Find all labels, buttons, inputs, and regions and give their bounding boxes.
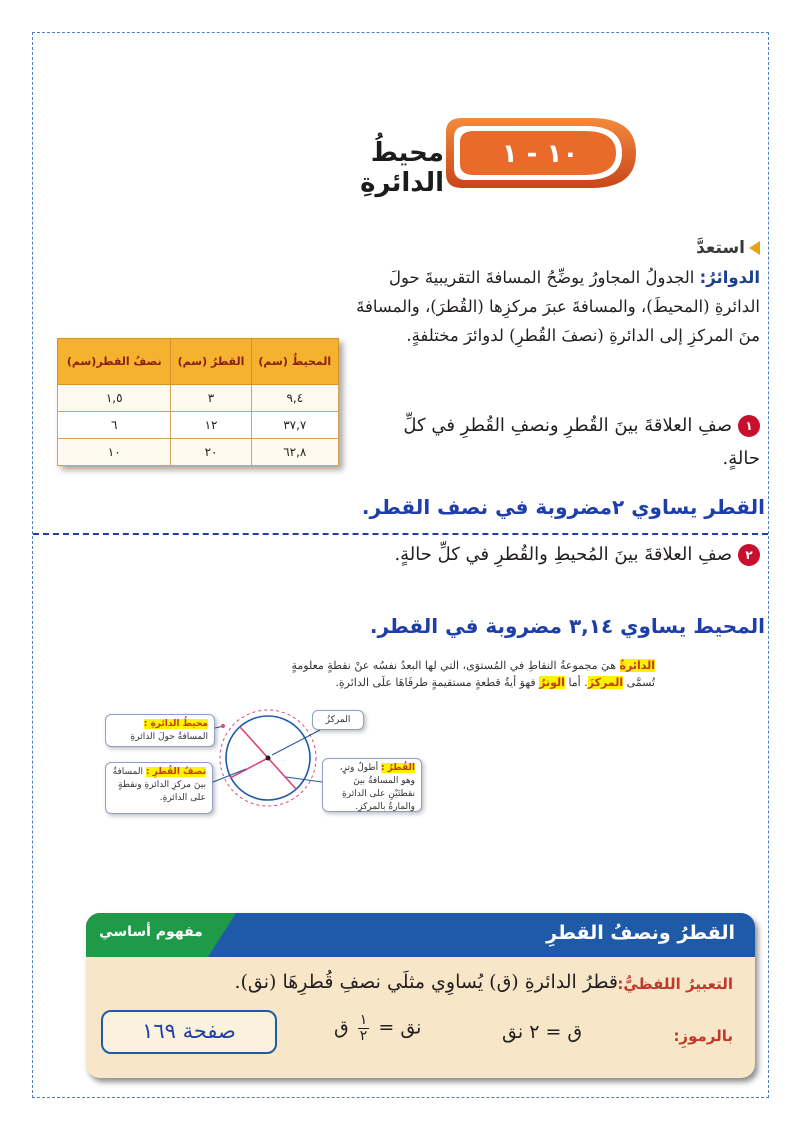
page-reference: صفحة ١٦٩ bbox=[101, 1010, 277, 1054]
explore-heading-text: استعدَّ bbox=[696, 238, 745, 258]
table-cell: ١,٥ bbox=[58, 385, 171, 412]
table-row bbox=[58, 385, 339, 412]
label-radius bbox=[105, 762, 213, 814]
radius-term: نصفُ القُطرِ : bbox=[145, 767, 206, 777]
question-text: صفِ العلاقةَ بينَ القُطرِ ونصفِ القُطرِ في كلِّ حالةٍ. bbox=[403, 415, 760, 469]
answer-2: المحيط يساوي ٣,١٤ مضروبة في القطر. bbox=[369, 614, 765, 638]
table-cell: ٩,٤ bbox=[251, 385, 338, 412]
fraction-denominator: ٢ bbox=[359, 1028, 368, 1044]
circumference-desc: المسافةُ حولَ الدائرةِ bbox=[130, 732, 208, 742]
fraction-one-half bbox=[358, 1013, 370, 1044]
question-text: صفِ العلاقةَ بينَ المُحيطِ والقُطرِ في كلِّ حالةٍ. bbox=[394, 544, 732, 565]
table-header-row bbox=[58, 339, 339, 385]
table-cell: ٣ bbox=[171, 385, 251, 412]
symbol-formula-2 bbox=[334, 1013, 421, 1044]
concept-tag: مفهوم أساسي bbox=[99, 924, 203, 940]
table-row bbox=[58, 439, 339, 466]
diameter-desc: أطولُ وترٍ، وهو المسافةُ بينَ نقطتَيْنِ على الدائرةِ والمارةُ بالمركزِ. bbox=[339, 763, 415, 812]
marker-dot bbox=[221, 724, 225, 728]
label-center: المركزُ bbox=[312, 710, 364, 730]
key-concept-box bbox=[86, 913, 755, 1078]
lesson-title: محيطُ الدائرةِ bbox=[360, 138, 444, 198]
definition-line-2c: فهوَ أيةُ قطعةٍ مستقيمةٍ طرفَاهَا علَى الدائرةِ. bbox=[335, 676, 536, 689]
explore-heading bbox=[520, 238, 760, 258]
table-header-diameter: القطرُ (سم) bbox=[171, 339, 251, 385]
formula-rhs: ق bbox=[334, 1016, 349, 1039]
chord-term: الوترُ bbox=[539, 676, 565, 689]
symbol-formula-1: ق = ٢ نق bbox=[502, 1021, 583, 1043]
question-number-badge: ١ bbox=[738, 415, 760, 437]
fraction-numerator: ١ bbox=[359, 1012, 368, 1028]
verbal-text: قطرُ الدائرةِ (ق) يُساوِي مثلَي نصفِ قُطرِهَا (نق). bbox=[234, 971, 618, 993]
table-header-circumference: المحيطُ (سم) bbox=[251, 339, 338, 385]
table-cell: ٢٠ bbox=[171, 439, 251, 466]
intro-text: الجدولُ المجاورُ يوضِّحُ المسافةَ التقريبيةَ حولَ الدائرةِ (المحيطَ)، والمسافةَ عبرَ مركزِها (القُطرَ)، والمسافةَ منَ المركزِ إلى الدائرةِ (نصفَ القُطرِ) لدوائرَ مختلفةٍ. bbox=[356, 268, 760, 345]
label-diameter bbox=[322, 758, 422, 812]
table-row bbox=[58, 412, 339, 439]
intro-paragraph bbox=[356, 263, 760, 350]
table-cell: ٣٧,٧ bbox=[251, 412, 338, 439]
table-header-radius: نصفُ القطر(سم) bbox=[58, 339, 171, 385]
verbal-label: التعبيرُ اللفظيُّ: bbox=[617, 975, 733, 993]
table-cell: ١٢ bbox=[171, 412, 251, 439]
question-1 bbox=[380, 409, 760, 475]
circle-diagram bbox=[100, 702, 640, 822]
formula-lhs: نق = bbox=[378, 1016, 422, 1039]
arrow-icon bbox=[749, 241, 760, 255]
circle-measurements-table bbox=[57, 338, 339, 466]
question-2 bbox=[380, 538, 760, 571]
circle-definition bbox=[115, 657, 655, 691]
table-cell: ٦٢,٨ bbox=[251, 439, 338, 466]
lesson-number-badge bbox=[446, 112, 636, 194]
lesson-number: ١٠ - ١ bbox=[501, 139, 579, 169]
center-term: المركزَ bbox=[587, 676, 624, 689]
question-number-badge: ٢ bbox=[738, 544, 760, 566]
circle-term: الدائرةُ bbox=[619, 659, 655, 672]
answer-1: القطر يساوي ٢مضروبة في نصف القطر. bbox=[361, 495, 765, 519]
table-cell: ٦ bbox=[58, 412, 171, 439]
circumference-term: محيطُ الدائرةِ : bbox=[143, 719, 208, 729]
table-cell: ١٠ bbox=[58, 439, 171, 466]
dashed-divider bbox=[33, 533, 768, 535]
diameter-term: القُطرُ : bbox=[380, 763, 415, 773]
intro-keyword: الدوائرُ: bbox=[699, 268, 760, 287]
symbols-label: بالرموزِ: bbox=[673, 1027, 733, 1045]
center-point bbox=[266, 756, 271, 761]
definition-line-2a: تُسمَّى bbox=[626, 676, 655, 689]
concept-title: القطرُ ونصفُ القطرِ bbox=[546, 922, 735, 944]
radius-desc: المسافةُ بينَ مركزِ الدائرةِ ونقطةٍ على الدائرةِ. bbox=[112, 767, 206, 803]
label-circumference bbox=[105, 714, 215, 747]
definition-line-1: هيَ مجموعةُ النقاطِ في المُستوَى، التي لها البعدُ نفسُه عنْ نقطةٍ معلومةٍ bbox=[291, 659, 616, 672]
definition-line-2b: . أما bbox=[568, 676, 588, 689]
